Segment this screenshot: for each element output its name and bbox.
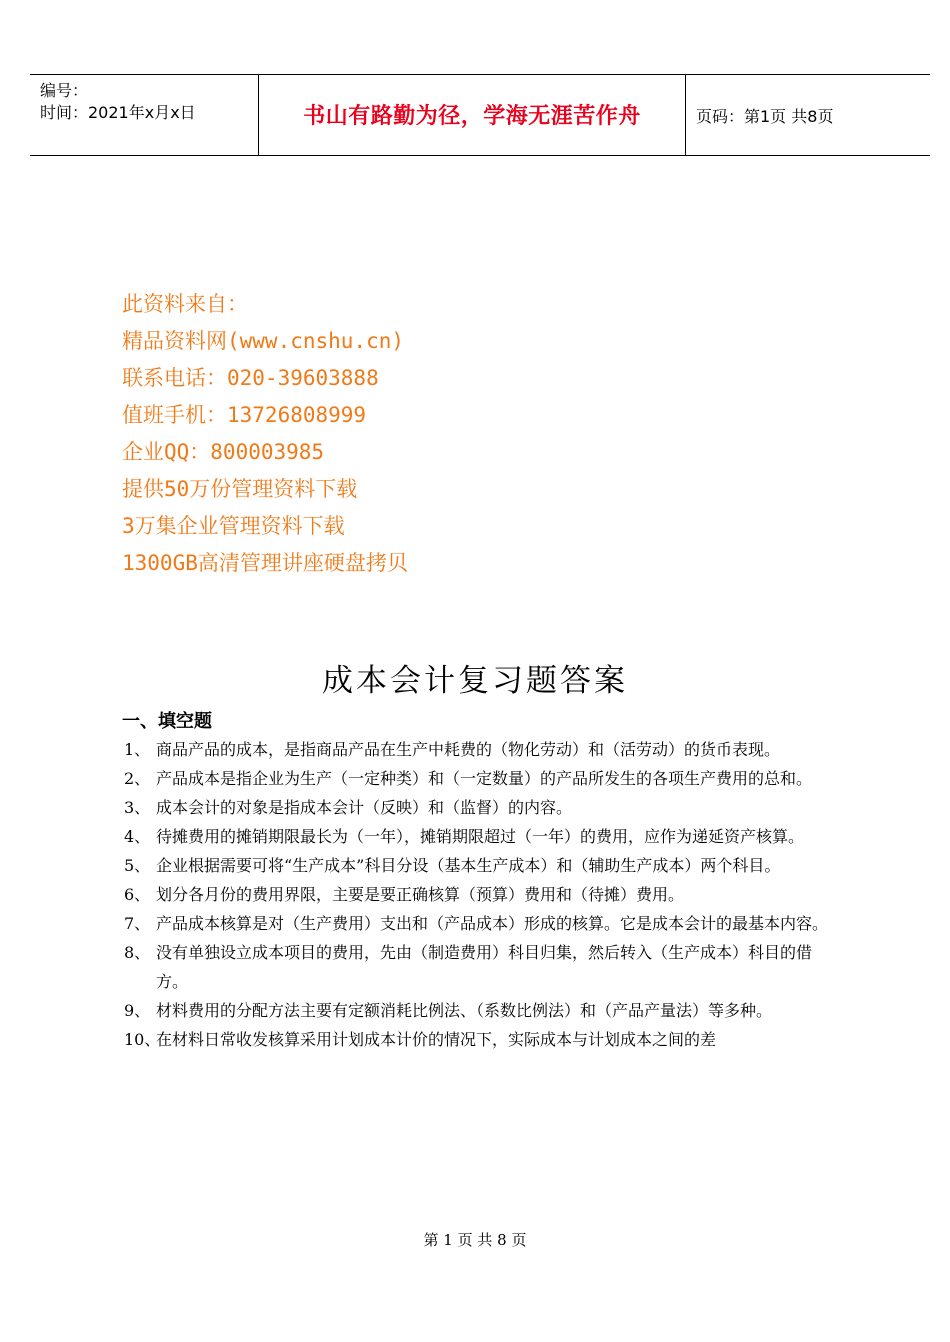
ad-line: 3万集企业管理资料下载 xyxy=(122,514,345,538)
question-text: 在材料日常收发核算采用计划成本计价的情况下，实际成本与计划成本之间的差 xyxy=(156,1030,717,1049)
question-item xyxy=(124,851,836,880)
question-item xyxy=(124,793,836,822)
question-list xyxy=(124,735,836,1054)
advertisement-block xyxy=(122,286,408,582)
ad-line: 精品资料网(www.cnshu.cn) xyxy=(122,329,405,353)
page-header xyxy=(30,74,930,156)
document-time-label: 时间：2021年x月x日 xyxy=(40,103,196,122)
section-heading: 一、填空题 xyxy=(122,711,212,732)
question-number: 6、 xyxy=(124,885,151,904)
header-page-number: 页码：第1页 共8页 xyxy=(696,107,834,126)
ad-line: 提供50万份管理资料下载 xyxy=(122,477,358,501)
ad-line: 此资料来自： xyxy=(122,292,248,316)
header-motto-cell xyxy=(259,75,686,155)
question-text: 划分各月份的费用界限，主要是要正确核算（预算）费用和（待摊）费用。 xyxy=(156,885,685,904)
document-code-label: 编号： xyxy=(40,81,89,100)
question-item xyxy=(124,880,836,909)
question-number: 1、 xyxy=(124,740,151,759)
page-footer: 第 1 页 共 8 页 xyxy=(423,1231,527,1249)
document-title: 成本会计复习题答案 xyxy=(322,663,628,699)
question-text: 企业根据需要可将“生产成本”科目分设（基本生产成本）和（辅助生产成本）两个科目。 xyxy=(156,856,781,875)
question-item xyxy=(124,909,836,938)
question-item xyxy=(124,822,836,851)
question-number: 9、 xyxy=(124,1001,151,1020)
ad-line: 值班手机：13726808999 xyxy=(122,403,367,427)
header-page-cell xyxy=(686,75,930,155)
question-text: 产品成本核算是对（生产费用）支出和（产品成本）形成的核算。它是成本会计的最基本内容。 xyxy=(156,914,829,933)
question-text: 没有单独设立成本项目的费用，先由（制造费用）科目归集，然后转入（生产成本）科目的借方。 xyxy=(156,943,813,991)
question-text: 待摊费用的摊销期限最长为（一年），摊销期限超过（一年）的费用，应作为递延资产核算。 xyxy=(156,827,805,846)
question-number: 3、 xyxy=(124,798,151,817)
question-number: 10、 xyxy=(124,1030,161,1049)
question-item xyxy=(124,764,836,793)
header-motto: 书山有路勤为径，学海无涯苦作舟 xyxy=(303,104,641,129)
question-text: 成本会计的对象是指成本会计（反映）和（监督）的内容。 xyxy=(156,798,573,817)
ad-line: 1300GB高清管理讲座硬盘拷贝 xyxy=(122,551,408,575)
question-text: 材料费用的分配方法主要有定额消耗比例法、（系数比例法）和（产品产量法）等多种。 xyxy=(156,1001,773,1020)
question-item xyxy=(124,938,836,996)
question-text: 商品产品的成本，是指商品产品在生产中耗费的（物化劳动）和（活劳动）的货币表现。 xyxy=(156,740,781,759)
question-item xyxy=(124,996,836,1025)
question-number: 4、 xyxy=(124,827,151,846)
question-number: 8、 xyxy=(124,943,151,962)
ad-line: 企业QQ：800003985 xyxy=(122,440,325,464)
question-text: 产品成本是指企业为生产（一定种类）和（一定数量）的产品所发生的各项生产费用的总和。 xyxy=(156,769,813,788)
question-number: 7、 xyxy=(124,914,151,933)
question-item xyxy=(124,735,836,764)
question-item xyxy=(124,1025,836,1054)
ad-line: 联系电话：020-39603888 xyxy=(122,366,379,390)
question-number: 5、 xyxy=(124,856,151,875)
header-meta-cell xyxy=(30,75,259,155)
question-number: 2、 xyxy=(124,769,151,788)
